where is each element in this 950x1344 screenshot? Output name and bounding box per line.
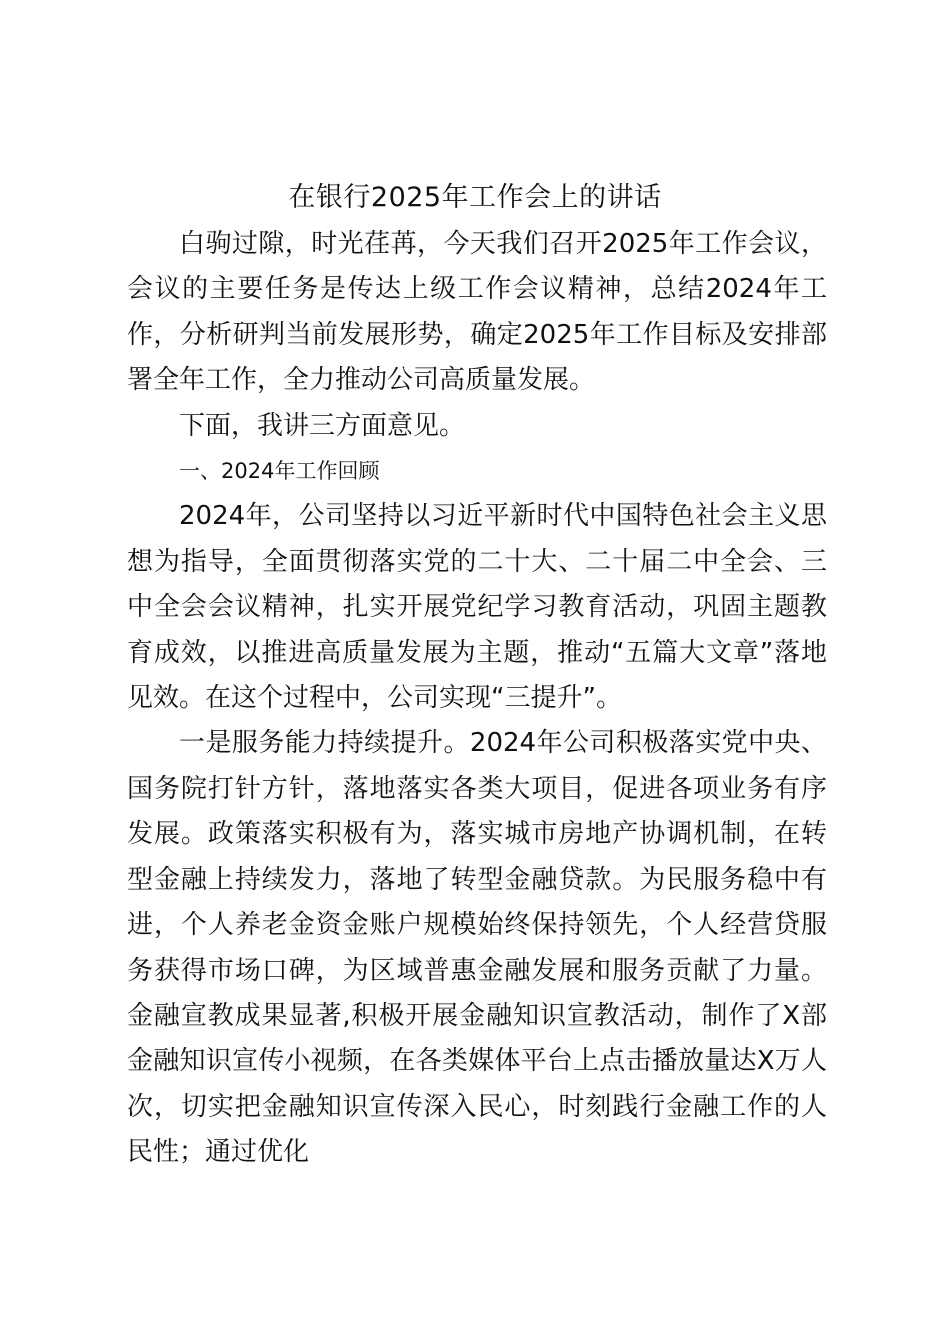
paragraph-service: 一是服务能力持续提升。2024年公司积极落实党中央、国务院打针方针，落地落实各类大项目，促进各项业务有序发展。政策落实积极有为，落实城市房地产协调机制，在转型金融上持续发力，落地了转型金融贷款。为民服务稳中有进，个人养老金资金账户规模始终保持领先，个人经营贷服务获得市场口碑，为区域普惠金融发展和服务贡献了力量。金融宣教成果显著,积极开展金融知识宣教活动，制作了X部金融知识宣传小视频，在各类媒体平台上点击播放量达X万人次，切实把金融知识宣传深入民心，时刻践行金融工作的人民性；通过优化 (127, 728, 827, 1168)
paragraph-intro: 下面，我讲三方面意见。 (179, 410, 466, 441)
document-title: 在银行2025年工作会上的讲话 (288, 182, 662, 213)
paragraph-review: 2024年，公司坚持以习近平新时代中国特色社会主义思想为指导，全面贯彻落实党的二十大、二十届二中全会、三中全会会议精神，扎实开展党纪学习教育活动，巩固主题教育成效，以推进高质量发展为主题，推动“五篇大文章”落地见效。在这个过程中，公司实现“三提升”。 (127, 501, 827, 714)
section-heading: 一、2024年工作回顾 (179, 459, 380, 484)
paragraph-opening: 白驹过隙，时光荏苒，今天我们召开2025年工作会议，会议的主要任务是传达上级工作会议精神，总结2024年工作，分析研判当前发展形势，确定2025年工作目标及安排部署全年工作，全力推动公司高质量发展。 (127, 229, 827, 396)
document-body (127, 222, 827, 1176)
